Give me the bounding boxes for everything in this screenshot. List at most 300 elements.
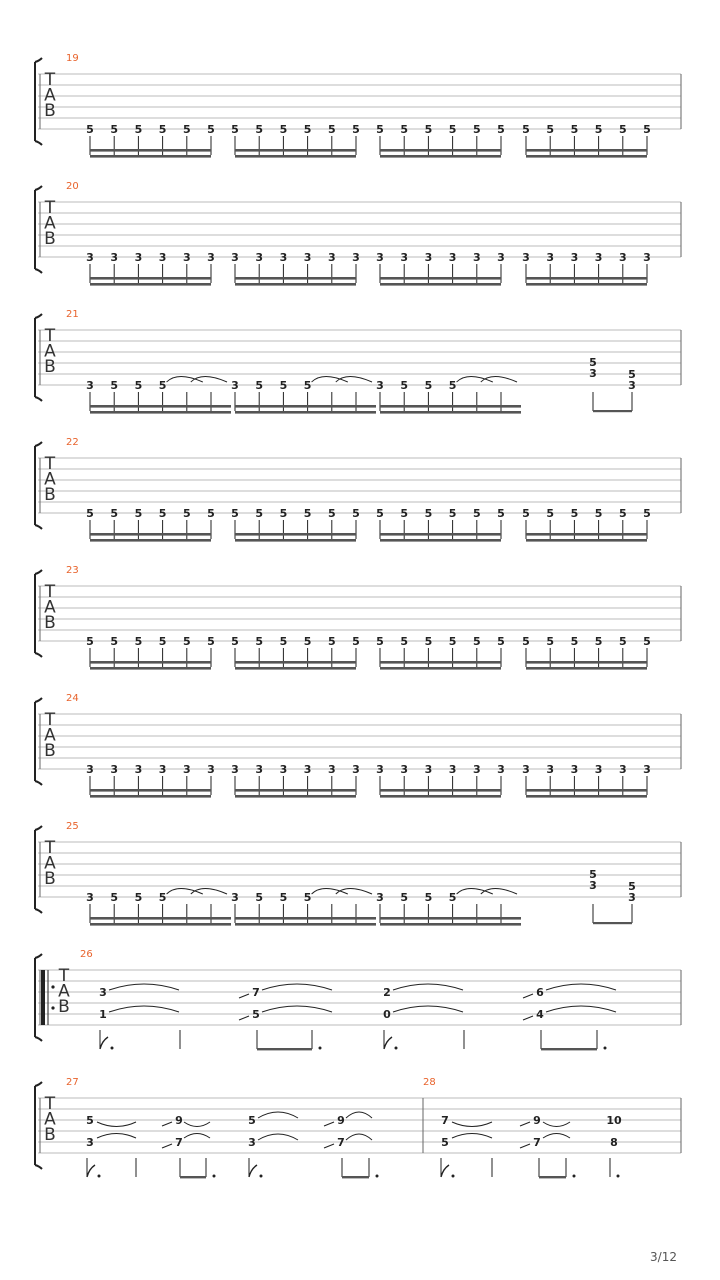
beam <box>526 667 647 670</box>
fret-number: 5 <box>255 379 264 392</box>
tie-arc <box>346 1112 372 1118</box>
fret-number: 5 <box>424 379 433 392</box>
fret-number: 9 <box>175 1114 183 1127</box>
tab-clef-letter: T <box>44 198 56 218</box>
fret-number: 3 <box>255 763 264 776</box>
fret-number: 5 <box>279 891 288 904</box>
bracket-hook-bottom <box>35 909 42 913</box>
measure-number: 20 <box>66 181 79 192</box>
tab-clef-letter: B <box>44 741 56 761</box>
tab-clef-letter: B <box>58 997 70 1017</box>
fret-number: 5 <box>570 507 579 520</box>
bracket-hook-bottom <box>35 397 42 401</box>
fret-number: 1 <box>99 1008 107 1021</box>
fret-number: 3 <box>207 251 215 264</box>
fret-number: 5 <box>86 1114 94 1127</box>
tab-clef-letter: A <box>44 597 56 618</box>
fret-number: 3 <box>303 763 312 776</box>
beam <box>90 149 211 152</box>
bracket-hook-bottom <box>35 1037 42 1041</box>
fret-number: 5 <box>522 123 530 136</box>
fret-number: 5 <box>255 507 264 520</box>
fret-number: 3 <box>376 251 384 264</box>
measure-number: 21 <box>66 309 79 320</box>
slide-in <box>162 1144 172 1148</box>
fret-number: 5 <box>279 635 288 648</box>
fret-number: 3 <box>86 891 94 904</box>
tie-arc <box>109 984 179 990</box>
fret-number: 3 <box>472 763 481 776</box>
fret-number: 6 <box>536 986 544 999</box>
beam <box>235 533 356 536</box>
bracket-hook-top <box>35 58 42 62</box>
beam <box>593 922 632 924</box>
fret-number: 5 <box>546 123 555 136</box>
fret-number: 3 <box>86 1136 94 1149</box>
fret-number: 5 <box>522 507 530 520</box>
fret-number: 3 <box>134 251 143 264</box>
fret-number: 5 <box>472 635 481 648</box>
fret-number: 5 <box>594 635 603 648</box>
bracket-hook-bottom <box>35 525 42 529</box>
fret-number: 3 <box>279 763 288 776</box>
fret-number: 5 <box>546 507 555 520</box>
measure-number: 26 <box>80 949 93 960</box>
fret-number: 5 <box>158 507 167 520</box>
bracket-hook-top <box>35 442 42 446</box>
fret-number: 3 <box>110 763 119 776</box>
beam <box>526 795 647 798</box>
tab-clef-letter: A <box>44 213 56 234</box>
bracket-hook-top <box>35 698 42 702</box>
tab-clef-letter: B <box>44 869 56 889</box>
fret-number: 5 <box>618 635 627 648</box>
fret-number: 5 <box>424 891 433 904</box>
fret-number: 5 <box>255 123 264 136</box>
beam <box>526 155 647 158</box>
dot <box>98 1175 101 1178</box>
fret-number: 5 <box>207 123 215 136</box>
fret-number: 5 <box>110 891 119 904</box>
fret-number: 5 <box>255 635 264 648</box>
beam <box>526 277 647 280</box>
beam <box>90 795 211 798</box>
fret-number: 3 <box>448 251 457 264</box>
beam <box>541 1048 597 1050</box>
fret-number: 5 <box>618 507 627 520</box>
beam <box>380 661 501 664</box>
fret-number: 3 <box>158 251 167 264</box>
fret-number: 3 <box>376 891 384 904</box>
measure-number: 23 <box>66 565 79 576</box>
beam <box>235 405 376 408</box>
tab-clef-letter: B <box>44 485 56 505</box>
tab-clef-letter: B <box>44 1125 56 1145</box>
tab-clef-letter: B <box>44 229 56 249</box>
tie-arc <box>393 1006 463 1012</box>
beam <box>235 661 356 664</box>
fret-number: 5 <box>134 891 143 904</box>
fret-number: 3 <box>546 763 555 776</box>
slide-in <box>324 1144 334 1148</box>
fret-number: 5 <box>424 507 433 520</box>
fret-number: 5 <box>643 507 651 520</box>
fret-number: 5 <box>231 507 239 520</box>
fret-number: 3 <box>448 763 457 776</box>
fret-number: 5 <box>352 123 360 136</box>
fret-number: 5 <box>376 635 384 648</box>
beam <box>90 533 211 536</box>
tab-clef-letter: A <box>44 85 56 106</box>
beam <box>90 405 231 408</box>
fret-number: 5 <box>522 635 530 648</box>
bracket-hook-top <box>35 954 42 958</box>
fret-number: 5 <box>182 635 191 648</box>
fret-number: 5 <box>231 635 239 648</box>
fret-number: 3 <box>400 251 409 264</box>
tab-clef-letter: A <box>44 853 56 874</box>
tab-clef-letter: A <box>44 341 56 362</box>
fret-number: 5 <box>628 880 636 893</box>
fret-number: 10 <box>606 1114 622 1127</box>
fret-number: 5 <box>400 379 409 392</box>
fret-number: 3 <box>255 251 264 264</box>
beam <box>235 149 356 152</box>
fret-number: 7 <box>252 986 260 999</box>
dot <box>260 1175 263 1178</box>
tie-arc <box>184 1122 210 1127</box>
fret-number: 7 <box>175 1136 183 1149</box>
fret-number: 5 <box>472 123 481 136</box>
fret-number: 9 <box>337 1114 345 1127</box>
beam <box>380 923 521 926</box>
tie-arc <box>546 1006 616 1012</box>
fret-number: 5 <box>207 635 215 648</box>
fret-number: 3 <box>643 251 651 264</box>
bracket-hook-bottom <box>35 141 42 145</box>
beam <box>90 923 231 926</box>
fret-number: 5 <box>448 123 457 136</box>
fret-number: 3 <box>376 763 384 776</box>
note-flag <box>249 1165 257 1177</box>
beam <box>90 917 231 920</box>
beam <box>380 155 501 158</box>
beam <box>380 405 521 408</box>
tie-arc <box>393 984 463 990</box>
fret-number: 5 <box>134 379 143 392</box>
note-flag <box>384 1037 392 1049</box>
fret-number: 7 <box>337 1136 345 1149</box>
fret-number: 3 <box>628 891 636 904</box>
beam <box>380 917 521 920</box>
fret-number: 5 <box>643 635 651 648</box>
fret-number: 5 <box>252 1008 260 1021</box>
bracket-hook-bottom <box>35 269 42 273</box>
fret-number: 3 <box>594 763 603 776</box>
fret-number: 3 <box>248 1136 256 1149</box>
beam <box>526 539 647 542</box>
fret-number: 5 <box>628 368 636 381</box>
fret-number: 5 <box>497 507 505 520</box>
fret-number: 3 <box>158 763 167 776</box>
fret-number: 0 <box>383 1008 391 1021</box>
tie-arc <box>543 1122 570 1127</box>
dot <box>604 1047 607 1050</box>
tie-arc <box>258 1112 298 1118</box>
tie-arc <box>184 1134 210 1139</box>
fret-number: 3 <box>589 879 597 892</box>
beam <box>180 1176 206 1178</box>
beam <box>90 155 211 158</box>
fret-number: 3 <box>86 379 94 392</box>
measure-number: 24 <box>66 693 79 704</box>
tie-arc <box>452 1122 492 1127</box>
dot <box>213 1175 216 1178</box>
fret-number: 5 <box>424 635 433 648</box>
fret-number: 5 <box>352 635 360 648</box>
bracket-hook-bottom <box>35 653 42 657</box>
fret-number: 3 <box>424 763 433 776</box>
tie-arc <box>546 984 616 990</box>
beam <box>526 533 647 536</box>
fret-number: 5 <box>643 123 651 136</box>
note-flag <box>87 1165 95 1177</box>
fret-number: 5 <box>424 123 433 136</box>
fret-number: 3 <box>400 763 409 776</box>
fret-number: 3 <box>618 763 627 776</box>
fret-number: 5 <box>352 507 360 520</box>
bracket-hook-bottom <box>35 781 42 785</box>
fret-number: 3 <box>628 379 636 392</box>
fret-number: 5 <box>448 891 457 904</box>
repeat-thick-bar <box>41 970 45 1025</box>
fret-number: 2 <box>383 986 391 999</box>
beam <box>380 533 501 536</box>
beam <box>90 667 211 670</box>
fret-number: 5 <box>134 507 143 520</box>
tie-arc <box>346 1134 372 1140</box>
fret-number: 3 <box>522 251 530 264</box>
fret-number: 3 <box>231 763 239 776</box>
tab-clef-letter: T <box>44 582 56 602</box>
fret-number: 3 <box>352 251 360 264</box>
beam <box>526 661 647 664</box>
fret-number: 4 <box>536 1008 544 1021</box>
beam <box>90 283 211 286</box>
fret-number: 7 <box>533 1136 541 1149</box>
fret-number: 5 <box>134 123 143 136</box>
slide-in <box>239 994 249 998</box>
beam <box>380 411 521 414</box>
fret-number: 3 <box>231 891 239 904</box>
fret-number: 5 <box>448 507 457 520</box>
page-indicator: 3/12 <box>650 1250 677 1264</box>
beam <box>526 283 647 286</box>
tie-arc <box>97 1122 136 1127</box>
fret-number: 5 <box>546 635 555 648</box>
fret-number: 5 <box>376 507 384 520</box>
slide-in <box>523 994 533 998</box>
fret-number: 5 <box>86 635 94 648</box>
beam <box>380 795 501 798</box>
beam <box>342 1176 369 1178</box>
fret-number: 3 <box>352 763 360 776</box>
fret-number: 8 <box>610 1136 618 1149</box>
repeat-dot <box>51 985 54 988</box>
beam <box>526 149 647 152</box>
beam <box>235 795 356 798</box>
tab-clef-letter: T <box>44 710 56 730</box>
fret-number: 3 <box>589 367 597 380</box>
tab-clef-letter: T <box>44 1094 56 1114</box>
fret-number: 5 <box>158 379 167 392</box>
dot <box>452 1175 455 1178</box>
fret-number: 5 <box>110 123 119 136</box>
tab-clef-letter: T <box>44 454 56 474</box>
fret-number: 3 <box>279 251 288 264</box>
fret-number: 5 <box>589 868 597 881</box>
tab-clef-letter: T <box>44 70 56 90</box>
fret-number: 5 <box>618 123 627 136</box>
fret-number: 3 <box>376 379 384 392</box>
beam <box>235 411 376 414</box>
fret-number: 5 <box>589 356 597 369</box>
fret-number: 3 <box>110 251 119 264</box>
fret-number: 5 <box>110 635 119 648</box>
fret-number: 5 <box>86 123 94 136</box>
tab-clef-letter: T <box>44 326 56 346</box>
slide-in <box>523 1016 533 1020</box>
fret-number: 3 <box>522 763 530 776</box>
fret-number: 3 <box>231 251 239 264</box>
beam <box>235 667 356 670</box>
beam <box>593 410 632 412</box>
measure-number: 22 <box>66 437 79 448</box>
fret-number: 5 <box>376 123 384 136</box>
fret-number: 3 <box>99 986 107 999</box>
fret-number: 5 <box>86 507 94 520</box>
fret-number: 3 <box>497 763 505 776</box>
bracket-hook-bottom <box>35 1165 42 1169</box>
fret-number: 5 <box>594 123 603 136</box>
fret-number: 3 <box>134 763 143 776</box>
fret-number: 5 <box>158 123 167 136</box>
fret-number: 5 <box>400 891 409 904</box>
beam <box>90 277 211 280</box>
fret-number: 5 <box>207 507 215 520</box>
fret-number: 3 <box>570 763 579 776</box>
tie-arc <box>543 1134 570 1139</box>
fret-number: 3 <box>497 251 505 264</box>
tie-arc <box>452 1134 492 1139</box>
fret-number: 3 <box>231 379 239 392</box>
tie-arc <box>109 1006 179 1012</box>
slide-in <box>162 1122 172 1126</box>
bracket-hook-top <box>35 186 42 190</box>
fret-number: 3 <box>594 251 603 264</box>
measure-number: 25 <box>66 821 79 832</box>
fret-number: 9 <box>533 1114 541 1127</box>
fret-number: 3 <box>424 251 433 264</box>
dot <box>573 1175 576 1178</box>
tab-clef-letter: A <box>44 1109 56 1130</box>
fret-number: 5 <box>279 379 288 392</box>
tab-clef-letter: A <box>58 981 70 1002</box>
fret-number: 3 <box>546 251 555 264</box>
beam <box>235 917 376 920</box>
slide-in <box>239 1016 249 1020</box>
beam <box>235 789 356 792</box>
repeat-dot <box>51 1006 54 1009</box>
bracket-hook-top <box>35 1082 42 1086</box>
fret-number: 3 <box>643 763 651 776</box>
fret-number: 5 <box>327 507 336 520</box>
fret-number: 3 <box>570 251 579 264</box>
beam <box>90 411 231 414</box>
beam <box>235 283 356 286</box>
fret-number: 5 <box>497 123 505 136</box>
fret-number: 5 <box>110 507 119 520</box>
fret-number: 3 <box>327 763 336 776</box>
tab-clef-letter: B <box>44 357 56 377</box>
beam <box>235 923 376 926</box>
fret-number: 3 <box>327 251 336 264</box>
fret-number: 5 <box>303 379 312 392</box>
fret-number: 7 <box>441 1114 449 1127</box>
dot <box>111 1047 114 1050</box>
dot <box>319 1047 322 1050</box>
fret-number: 5 <box>110 379 119 392</box>
fret-number: 5 <box>182 123 191 136</box>
tab-clef-letter: B <box>44 101 56 121</box>
fret-number: 5 <box>158 635 167 648</box>
beam <box>90 661 211 664</box>
tab-clef-letter: A <box>44 469 56 490</box>
beam <box>90 789 211 792</box>
beam <box>380 539 501 542</box>
fret-number: 5 <box>134 635 143 648</box>
fret-number: 5 <box>248 1114 256 1127</box>
fret-number: 5 <box>327 123 336 136</box>
tie-arc <box>262 984 332 990</box>
tab-clef-letter: A <box>44 725 56 746</box>
bracket-hook-top <box>35 570 42 574</box>
note-flag <box>441 1165 449 1177</box>
tie-arc <box>258 1134 298 1140</box>
fret-number: 5 <box>441 1136 449 1149</box>
fret-number: 5 <box>497 635 505 648</box>
fret-number: 5 <box>158 891 167 904</box>
slide-in <box>520 1122 530 1126</box>
dot <box>376 1175 379 1178</box>
beam <box>235 539 356 542</box>
fret-number: 5 <box>327 635 336 648</box>
fret-number: 3 <box>86 763 94 776</box>
fret-number: 5 <box>448 635 457 648</box>
beam <box>380 277 501 280</box>
tab-clef-letter: B <box>44 613 56 633</box>
fret-number: 3 <box>182 763 191 776</box>
beam <box>235 155 356 158</box>
beam <box>380 283 501 286</box>
fret-number: 5 <box>400 507 409 520</box>
beam <box>90 539 211 542</box>
fret-number: 3 <box>207 763 215 776</box>
beam <box>526 789 647 792</box>
measure-number: 19 <box>66 53 79 64</box>
fret-number: 5 <box>279 123 288 136</box>
fret-number: 3 <box>303 251 312 264</box>
